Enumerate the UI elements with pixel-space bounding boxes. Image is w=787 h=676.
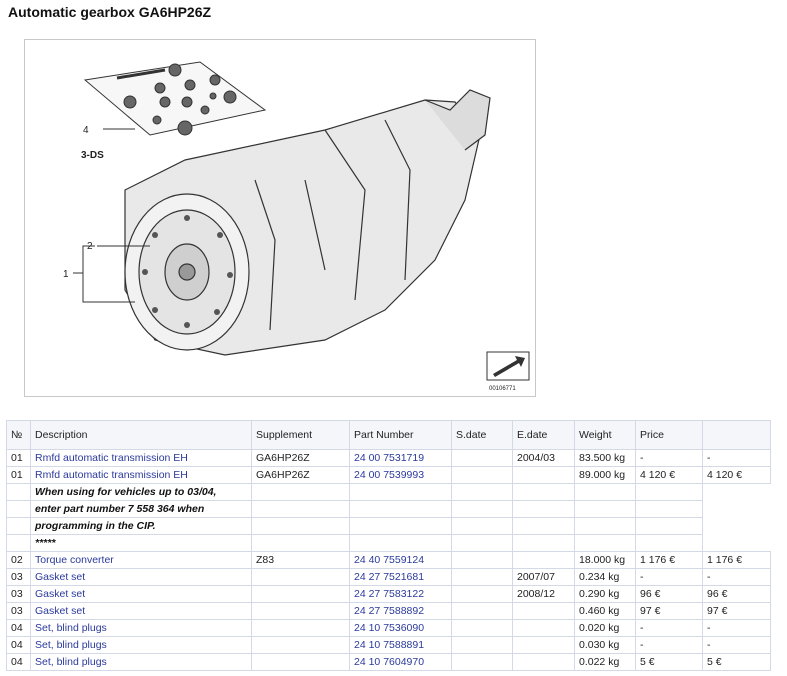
row-weight: 18.000 kg	[575, 552, 636, 569]
row-description[interactable]	[31, 603, 252, 620]
row-sdate	[452, 450, 513, 467]
row-description[interactable]	[31, 552, 252, 569]
col-supplement: Supplement	[252, 421, 350, 450]
row-total: -	[703, 450, 771, 467]
row-total: 5 €	[703, 654, 771, 671]
note-line: enter part number 7 558 364 when	[31, 501, 252, 518]
table-row	[7, 637, 771, 654]
part-number-link[interactable]: 24 00 7531719	[354, 452, 425, 464]
row-weight: 0.290 kg	[575, 586, 636, 603]
description-link[interactable]: Rmfd automatic transmission EH	[35, 469, 188, 481]
row-part-number[interactable]	[350, 552, 452, 569]
note-row	[7, 501, 771, 518]
note-line: programming in the CIP.	[31, 518, 252, 535]
row-edate: 2007/07	[513, 569, 575, 586]
callout-4: 4	[83, 125, 89, 136]
gearbox-illustration	[25, 40, 535, 396]
table-row	[7, 620, 771, 637]
row-part-number[interactable]	[350, 654, 452, 671]
row-price: 97 €	[636, 603, 703, 620]
note-line: When using for vehicles up to 03/04,	[31, 484, 252, 501]
row-no: 03	[7, 569, 31, 586]
row-total: -	[703, 620, 771, 637]
row-edate: 2008/12	[513, 586, 575, 603]
row-total: 96 €	[703, 586, 771, 603]
part-number-link[interactable]: 24 27 7588892	[354, 605, 425, 617]
row-weight: 0.460 kg	[575, 603, 636, 620]
row-weight: 0.030 kg	[575, 637, 636, 654]
callout-2: 2	[87, 241, 93, 252]
row-description[interactable]	[31, 654, 252, 671]
description-link[interactable]: Set, blind plugs	[35, 622, 107, 634]
table-row	[7, 586, 771, 603]
note-line: *****	[31, 535, 252, 552]
row-edate	[513, 637, 575, 654]
row-no: 04	[7, 654, 31, 671]
row-price: -	[636, 637, 703, 654]
part-number-link[interactable]: 24 10 7604970	[354, 656, 425, 668]
image-reference: 00106771	[489, 386, 516, 392]
col-total	[703, 421, 771, 450]
row-total: -	[703, 637, 771, 654]
description-link[interactable]: Gasket set	[35, 605, 86, 617]
parts-diagram[interactable]	[24, 39, 536, 397]
note-row	[7, 484, 771, 501]
parts-table	[6, 420, 771, 671]
row-part-number[interactable]	[350, 450, 452, 467]
row-description[interactable]	[31, 467, 252, 484]
table-row	[7, 569, 771, 586]
seal-kit-illustration	[85, 62, 265, 135]
part-number-link[interactable]: 24 27 7521681	[354, 571, 425, 583]
callout-1: 1	[63, 269, 69, 280]
reference-arrow-icon	[487, 352, 529, 380]
note-row	[7, 518, 771, 535]
part-number-link[interactable]: 24 40 7559124	[354, 554, 425, 566]
row-description[interactable]	[31, 586, 252, 603]
row-weight: 83.500 kg	[575, 450, 636, 467]
row-total: 1 176 €	[703, 552, 771, 569]
row-supplement: Z83	[252, 552, 350, 569]
note-row	[7, 535, 771, 552]
row-edate	[513, 552, 575, 569]
row-total: 97 €	[703, 603, 771, 620]
col-sdate: S.date	[452, 421, 513, 450]
row-part-number[interactable]	[350, 569, 452, 586]
table-row	[7, 450, 771, 467]
row-part-number[interactable]	[350, 603, 452, 620]
description-link[interactable]: Gasket set	[35, 588, 86, 600]
row-price: -	[636, 450, 703, 467]
row-edate	[513, 620, 575, 637]
description-link[interactable]: Set, blind plugs	[35, 639, 107, 651]
table-row	[7, 552, 771, 569]
row-sdate	[452, 569, 513, 586]
row-supplement	[252, 603, 350, 620]
row-weight: 0.022 kg	[575, 654, 636, 671]
page-title: Automatic gearbox GA6HP26Z	[8, 4, 212, 20]
row-sdate	[452, 552, 513, 569]
row-weight: 89.000 kg	[575, 467, 636, 484]
row-price: 5 €	[636, 654, 703, 671]
row-supplement	[252, 569, 350, 586]
row-edate	[513, 467, 575, 484]
row-part-number[interactable]	[350, 637, 452, 654]
row-supplement: GA6HP26Z	[252, 467, 350, 484]
row-supplement	[252, 620, 350, 637]
row-price: -	[636, 620, 703, 637]
row-price: -	[636, 569, 703, 586]
row-description[interactable]	[31, 450, 252, 467]
row-sdate	[452, 654, 513, 671]
row-sdate	[452, 603, 513, 620]
part-number-link[interactable]: 24 10 7536090	[354, 622, 425, 634]
kit-label: 3-DS	[81, 150, 104, 161]
row-supplement	[252, 586, 350, 603]
col-weight: Weight	[575, 421, 636, 450]
row-no: 03	[7, 586, 31, 603]
col-price: Price	[636, 421, 703, 450]
row-edate	[513, 603, 575, 620]
row-part-number[interactable]	[350, 586, 452, 603]
row-weight: 0.020 kg	[575, 620, 636, 637]
row-no: 03	[7, 603, 31, 620]
row-sdate	[452, 637, 513, 654]
row-no: 01	[7, 467, 31, 484]
part-number-link[interactable]: 24 27 7583122	[354, 588, 425, 600]
row-sdate	[452, 467, 513, 484]
row-supplement	[252, 637, 350, 654]
row-sdate	[452, 620, 513, 637]
table-row	[7, 603, 771, 620]
row-supplement: GA6HP26Z	[252, 450, 350, 467]
table-row	[7, 467, 771, 484]
row-description[interactable]	[31, 637, 252, 654]
table-row	[7, 654, 771, 671]
part-number-link[interactable]: 24 10 7588891	[354, 639, 425, 651]
table-header-row	[7, 421, 771, 450]
row-description[interactable]	[31, 569, 252, 586]
row-no: 04	[7, 620, 31, 637]
row-total: -	[703, 569, 771, 586]
col-description: Description	[31, 421, 252, 450]
description-link[interactable]: Gasket set	[35, 571, 86, 583]
row-description[interactable]	[31, 620, 252, 637]
row-supplement	[252, 654, 350, 671]
description-link[interactable]: Torque converter	[35, 554, 114, 566]
row-price: 96 €	[636, 586, 703, 603]
part-number-link[interactable]: 24 00 7539993	[354, 469, 425, 481]
row-price: 4 120 €	[636, 467, 703, 484]
description-link[interactable]: Set, blind plugs	[35, 656, 107, 668]
row-edate	[513, 654, 575, 671]
row-no: 02	[7, 552, 31, 569]
col-edate: E.date	[513, 421, 575, 450]
row-weight: 0.234 kg	[575, 569, 636, 586]
row-part-number[interactable]	[350, 620, 452, 637]
row-no: 01	[7, 450, 31, 467]
col-part-number: Part Number	[350, 421, 452, 450]
row-part-number[interactable]	[350, 467, 452, 484]
description-link[interactable]: Rmfd automatic transmission EH	[35, 452, 188, 464]
row-edate: 2004/03	[513, 450, 575, 467]
row-no: 04	[7, 637, 31, 654]
row-sdate	[452, 586, 513, 603]
row-total: 4 120 €	[703, 467, 771, 484]
col-no: №	[7, 421, 31, 450]
row-price: 1 176 €	[636, 552, 703, 569]
